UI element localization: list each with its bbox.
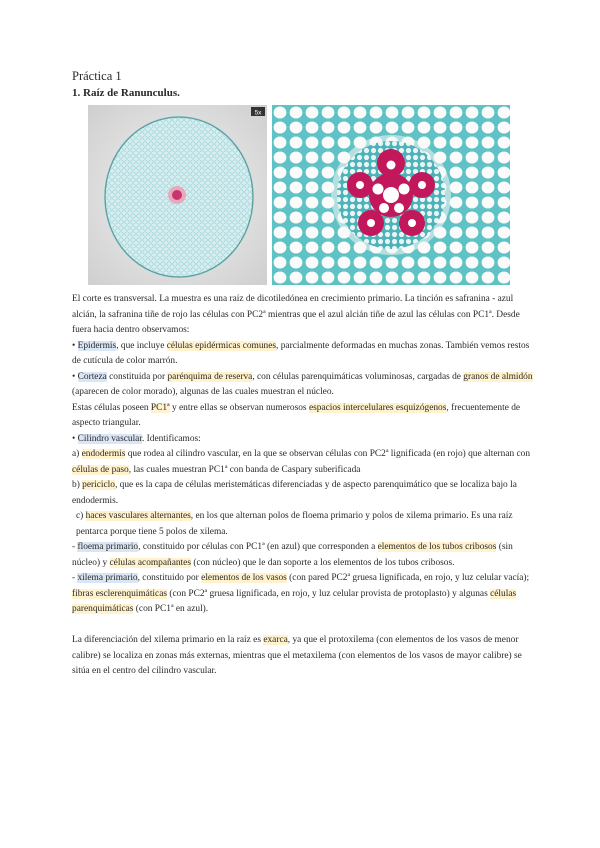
highlight-elementos-vasos: elementos de los vasos — [201, 573, 287, 583]
highlight-endodermis: endodermis — [81, 449, 126, 459]
intro-paragraph: El corte es transversal. La muestra es una raíz de dicotiledónea en crecimiento primario. La tinción es safranina - azul alcián, la safranina tiñe de rojo las células con PC2ª mientras que el azul alcián tiñe de azul las células con PC1ª. Desde fuera hacia dentro observamos: — [72, 294, 520, 335]
paragraph-gap — [72, 618, 538, 634]
term-floema-primario: floema primario — [77, 542, 139, 552]
item-xilema: - xilema primario, constituido por elementos de los vasos (con pared PC2ª gruesa lignificada, en rojo, y luz celular vacía); fibras esclerenquimáticas (con PC2ª gruesa lignificada, en rojo, y luz celular provista de protoplasto) y algunas células parenquimáticas (con PC1ª en azul). — [72, 573, 530, 614]
item-b-periciclo: b) periciclo, que es la capa de células meristemáticas diferenciadas y de aspecto parenquimático que se localiza bajo la endodermis. — [72, 480, 517, 506]
term-xilema-primario: xilema primario — [77, 573, 138, 583]
highlight-celulas-paso: células de paso — [72, 464, 129, 475]
item-floema: - floema primario, constituido por células con PC1ª (en azul) que corresponden a elementos de los tubos cribosos (sin núcleo) y células acompañantes (con núcleo) que le dan soporte a los elementos de los tubos cribosos. — [72, 542, 513, 568]
highlight-celulas-acompanantes: células acompañantes — [109, 557, 191, 568]
term-cilindro-vascular: Cilindro vascular — [77, 433, 142, 444]
highlight-tubos-cribosos: elementos de los tubos cribosos — [377, 542, 497, 552]
root-overview-micrograph — [88, 105, 267, 285]
section-heading: 1. Raíz de Ranunculus. — [72, 87, 180, 99]
vascular-cylinder-image — [272, 105, 510, 285]
highlight-haces-vasculares: haces vasculares alternantes — [85, 511, 191, 521]
xylem-core — [172, 190, 182, 200]
closing-paragraph: La diferenciación del xilema primario en la raíz es exarca, ya que el protoxilema (con elementos de los vasos de menor calibre) se localiza en zonas más externas, mientras que el metaxilema (con elementos de los vasos de mayor calibre) se sitúa en el centro del cilindro vascular. — [72, 635, 522, 676]
item-a-endodermis: a) endodermis que rodea al cilindro vascular, en la que se observan células con PC2ª lignificada (en rojo) que alternan con células de paso, las cuales muestran PC1ª con banda de Caspary suberificada — [72, 449, 531, 475]
highlight-pc1: PC1ª — [150, 402, 170, 413]
bullet-corteza: • Corteza constituida por parénquima de reserva, con células parenquimáticas voluminosas, cargadas de granos de almidón (aparecen de color morado), algunas de las cuales muestran el núcleo. — [72, 371, 533, 397]
paragraph-espacios: Estas células poseen PC1ª y entre ellas se observan numerosos espacios intercelulares esquizógenos, frecuentemente de aspecto triangular. — [72, 402, 521, 428]
bullet-cilindro-vascular: • Cilindro vascular. Identificamos: — [72, 433, 201, 444]
vascular-cylinder-micrograph — [272, 105, 510, 285]
page-title: Práctica 1 — [72, 69, 122, 83]
highlight-granos-almidon: granos de almidón — [463, 371, 533, 382]
item-c-haces: c) haces vasculares alternantes, en los que alternan polos de floema primario y polos de xilema primario. Es una raíz pentarca porque tiene 5 polos de xilema. — [76, 511, 513, 537]
highlight-fibras: fibras esclerenquimáticas — [72, 588, 168, 599]
highlight-parenquima-reserva: parénquima de reserva — [167, 371, 253, 382]
term-epidermis: Epidermis — [77, 340, 117, 351]
highlight-celulas-parenquimaticas: células parenquimáticas — [72, 588, 517, 614]
body-text — [72, 292, 538, 680]
bullet-epidermis: • Epidermis, que incluye células epidérmicas comunes, parcialmente deformadas en muchas zonas. También vemos restos de cutícula de color marrón. — [72, 340, 530, 366]
root-overview-image — [88, 105, 267, 285]
highlight-exarca: exarca — [263, 635, 288, 645]
highlight-periciclo: periciclo — [82, 480, 115, 490]
highlight-espacios-intercelulares: espacios intercelulares esquizógenos — [308, 402, 447, 413]
magnification-badge: 5x — [254, 109, 262, 117]
term-corteza: Corteza — [77, 371, 107, 382]
highlight-celulas-epidermicas: células epidérmicas comunes — [166, 340, 277, 351]
